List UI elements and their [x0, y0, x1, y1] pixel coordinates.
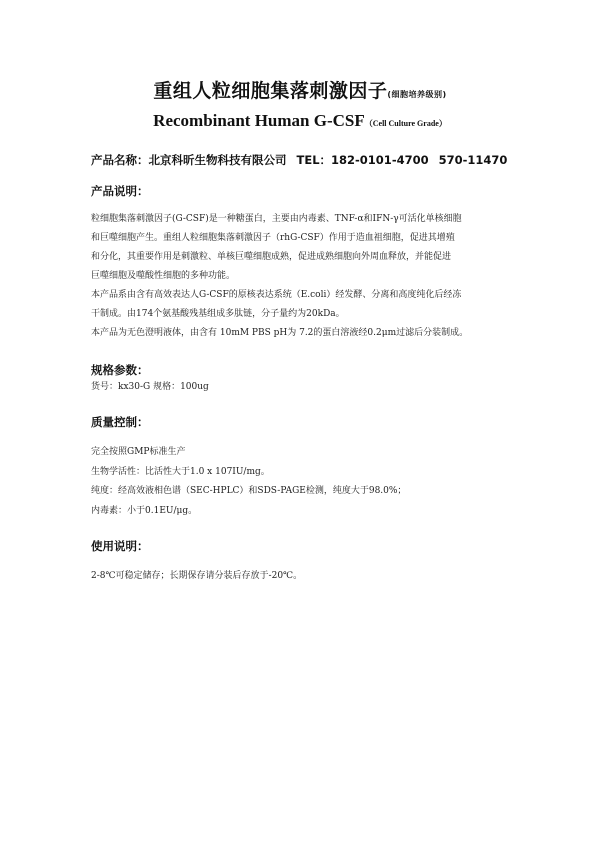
quality-line-4: 内毒素：小于0.1EU/μg。 — [91, 506, 198, 516]
product-name-line — [91, 152, 507, 168]
title-chinese-grade-note: (细胞培养级别) — [387, 90, 447, 99]
description-line-3: 和分化，其重要作用是刺激粒、单核巨噬细胞成熟，促进成熟细胞向外周血释放，并能促进 — [91, 252, 452, 262]
description-line-7: 本产品为无色澄明液体，由含有 10mM PBS pH为 7.2的蛋白溶液经0.2μm过滤后分装制成。 — [91, 328, 469, 338]
usage-line: 2-8℃可稳定储存；长期保存请分装后存放于-20℃。 — [91, 571, 303, 581]
product-name-label: 产品名称： — [91, 153, 149, 167]
description-line-2: 和巨噬细胞产生。重组人粒细胞集落刺激因子（rhG-CSF）作用于造血祖细胞，促进其增殖 — [91, 233, 455, 243]
description-line-1: 粒细胞集落刺激因子(G-CSF)是一种糖蛋白，主要由内毒素、TNF-α和IFN-γ可活化单核细胞 — [91, 214, 462, 224]
quality-line-3: 纯度：经高效液相色谱（SEC-HPLC）和SDS-PAGE检测，纯度大于98.0%； — [91, 486, 407, 496]
quality-line-1: 完全按照GMP标准生产 — [91, 447, 186, 457]
specification-line: 货号：kx30-G 规格：100ug — [91, 382, 209, 392]
quality-line-2: 生物学活性：比活性大于1.0 x 107IU/mg。 — [91, 467, 270, 477]
specification-heading: 规格参数： — [91, 363, 149, 377]
description-line-4: 巨噬细胞及噬酸性细胞的多种功能。 — [91, 271, 236, 281]
telephone-secondary: 570-11470 — [438, 153, 508, 167]
company-name: 北京科昕生物科技有限公司 — [148, 153, 287, 167]
description-heading: 产品说明： — [91, 184, 149, 198]
description-line-6: 干制成。由174个氨基酸残基组成多肽链，分子量约为20kDa。 — [91, 309, 345, 319]
title-english-main: Recombinant Human G-CSF — [153, 111, 365, 130]
title-chinese — [0, 76, 600, 103]
title-english-grade-note: （Cell Culture Grade） — [364, 119, 447, 128]
usage-heading: 使用说明： — [91, 539, 149, 553]
quality-heading: 质量控制： — [91, 415, 149, 429]
description-line-5: 本产品系由含有高效表达人G-CSF的原核表达系统（E.coli）经发酵、分离和高度纯化后经冻 — [91, 290, 462, 300]
telephone: TEL：182-0101-4700 — [296, 153, 429, 167]
title-chinese-main: 重组人粒细胞集落刺激因子 — [153, 80, 388, 102]
title-english — [0, 111, 600, 131]
